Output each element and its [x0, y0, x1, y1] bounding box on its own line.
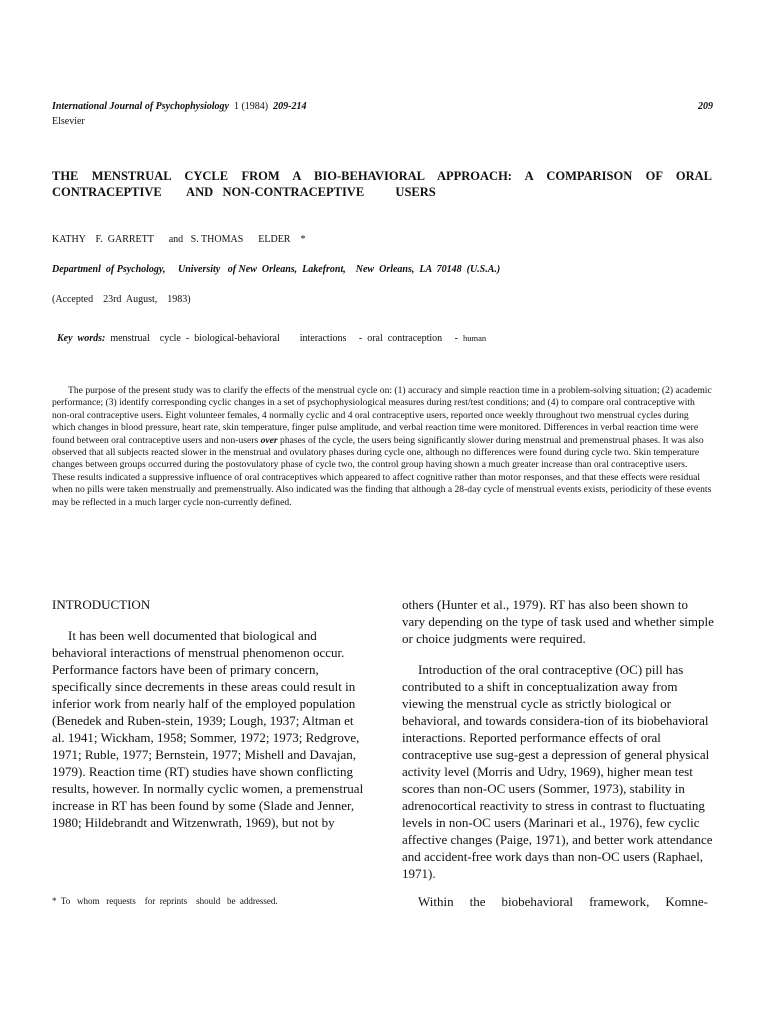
body-column-right — [402, 596, 714, 896]
title-line-2: CONTRACEPTIVE AND NON-CONTRACEPTIVE USERS — [52, 185, 436, 199]
accepted-date: (Accepted 23rd August, 1983) — [52, 294, 191, 305]
abstract-emphasis: over — [260, 434, 278, 446]
footnote: * To whom requests for reprints should be addressed. — [52, 896, 278, 906]
publisher: Elsevier — [52, 116, 85, 127]
journal-name: International Journal of Psychophysiology — [52, 101, 229, 112]
abstract — [52, 385, 712, 509]
section-heading: INTRODUCTION — [52, 597, 151, 612]
authors: KATHY F. GARRETT and S. THOMAS ELDER * — [52, 234, 306, 245]
keywords-last-term: human — [463, 333, 487, 343]
keywords-terms: menstrual cycle - biological-behavioral interactions - oral contraception - — [105, 333, 463, 344]
keywords — [52, 322, 486, 344]
article-title — [52, 168, 712, 200]
keywords-label: Key words: — [57, 333, 106, 344]
abstract-part-1: The purpose of the present study was to clarify the effects of the menstrual cycle on: (1) accuracy and simple reaction time in a problem-solving situation; (2) academic performance; (3) identify corresponding cyclic changes in a set of psychophysiological measures during rest/test conditions; and (4) to compare oral contraceptive with non-oral contraceptive users. Eight volunteer females, 4 normally cyclic and 4 oral contraceptive users, reported once weekly throughout two menstrual cycles during which changes in blood pressure, heart rate, skin temperature, finger pulse amplitude, and verbal reaction time were monitored. Differences in verbal reaction time were found between oral contraceptive users and non-users — [52, 385, 712, 446]
abstract-part-2: phases of the cycle, the users being significantly slower during menstrual and premenstrual phases. It was also observed that all subjects reacted slower in the menstrual and ovulatory phases during cycle one, although no differences were found during cycle two. Skin temperature changes between groups occurred during the postovulatory phase of cycle two, the control group having shown a much greater increase than oral contraceptive users. These results indicated a suppressive influence of oral contraceptives which appeared to affect cognitive rather than motor responses, and that these effects were residual when no pills were taken menstrually and premenstrually. Also indicated was the finding that although a 28-day cycle of menstrual events exists, periodicity of these events may be reflected in a much larger cycle non-currently defined. — [52, 434, 712, 508]
page-number: 209 — [698, 101, 713, 112]
body-column-left — [52, 596, 364, 845]
oc-paragraph: Introduction of the oral contraceptive (OC) pill has contributed to a shift in conceptualization away from viewing the menstrual cycle as strictly biological or behavioral, and towards considera-tion of its biobehavioral interactions. Reported performance effects of oral contraceptive use sug-gest a depression of general physical activity level (Morris and Udry, 1969), higher mean test scores than non-OC users (Sommer, 1973), stability in adrenocortical reactivity to stress in contrast to fluctuating levels in non-OC users (Marinari et al., 1976), few cyclic affective changes (Paige, 1971), and better work attendance and accident-free work days than non-OC users (Raphael, 1971). — [402, 662, 713, 881]
intro-paragraph: It has been well documented that biological and behavioral interactions of menstrual phenomenon occur. Performance factors have been of primary concern, specifically since decrements in these areas could result in inferior work from nearly half of the employed population (Benedek and Ruben-stein, 1939; Lough, 1937; Altman et al. 1941; Wickham, 1958; Sommer, 1972; 1973; Redgrove, 1971; Ruble, 1977; Bernstein, 1977; Mishell and Davajan, 1979). Reaction time (RT) studies have shown conflicting results, however. In normally cyclic women, a premenstrual increase in RT has been found by some (Slade and Jenner, 1980; Hildebrandt and Witzenwrath, 1969), but not by — [52, 628, 364, 830]
affiliation: Departmenl of Psychology, University of New Orleans, Lakefront, New Orleans, LA 70148 (U.S.A.) — [52, 264, 501, 275]
journal-pages: 209-214 — [273, 101, 307, 112]
journal-citation — [52, 101, 306, 112]
journal-volume-year: 1 (1984) — [228, 101, 274, 112]
title-line-1: THE MENSTRUAL CYCLE FROM A BIO-BEHAVIORAL APPROACH: A COMPARISON OF ORAL — [52, 169, 712, 183]
column-last-line: Within the biobehavioral framework, Komne- — [418, 894, 708, 909]
continued-paragraph: others (Hunter et al., 1979). RT has also been shown to vary depending on the type of task used and whether simple or choice judgments were required. — [402, 597, 714, 646]
